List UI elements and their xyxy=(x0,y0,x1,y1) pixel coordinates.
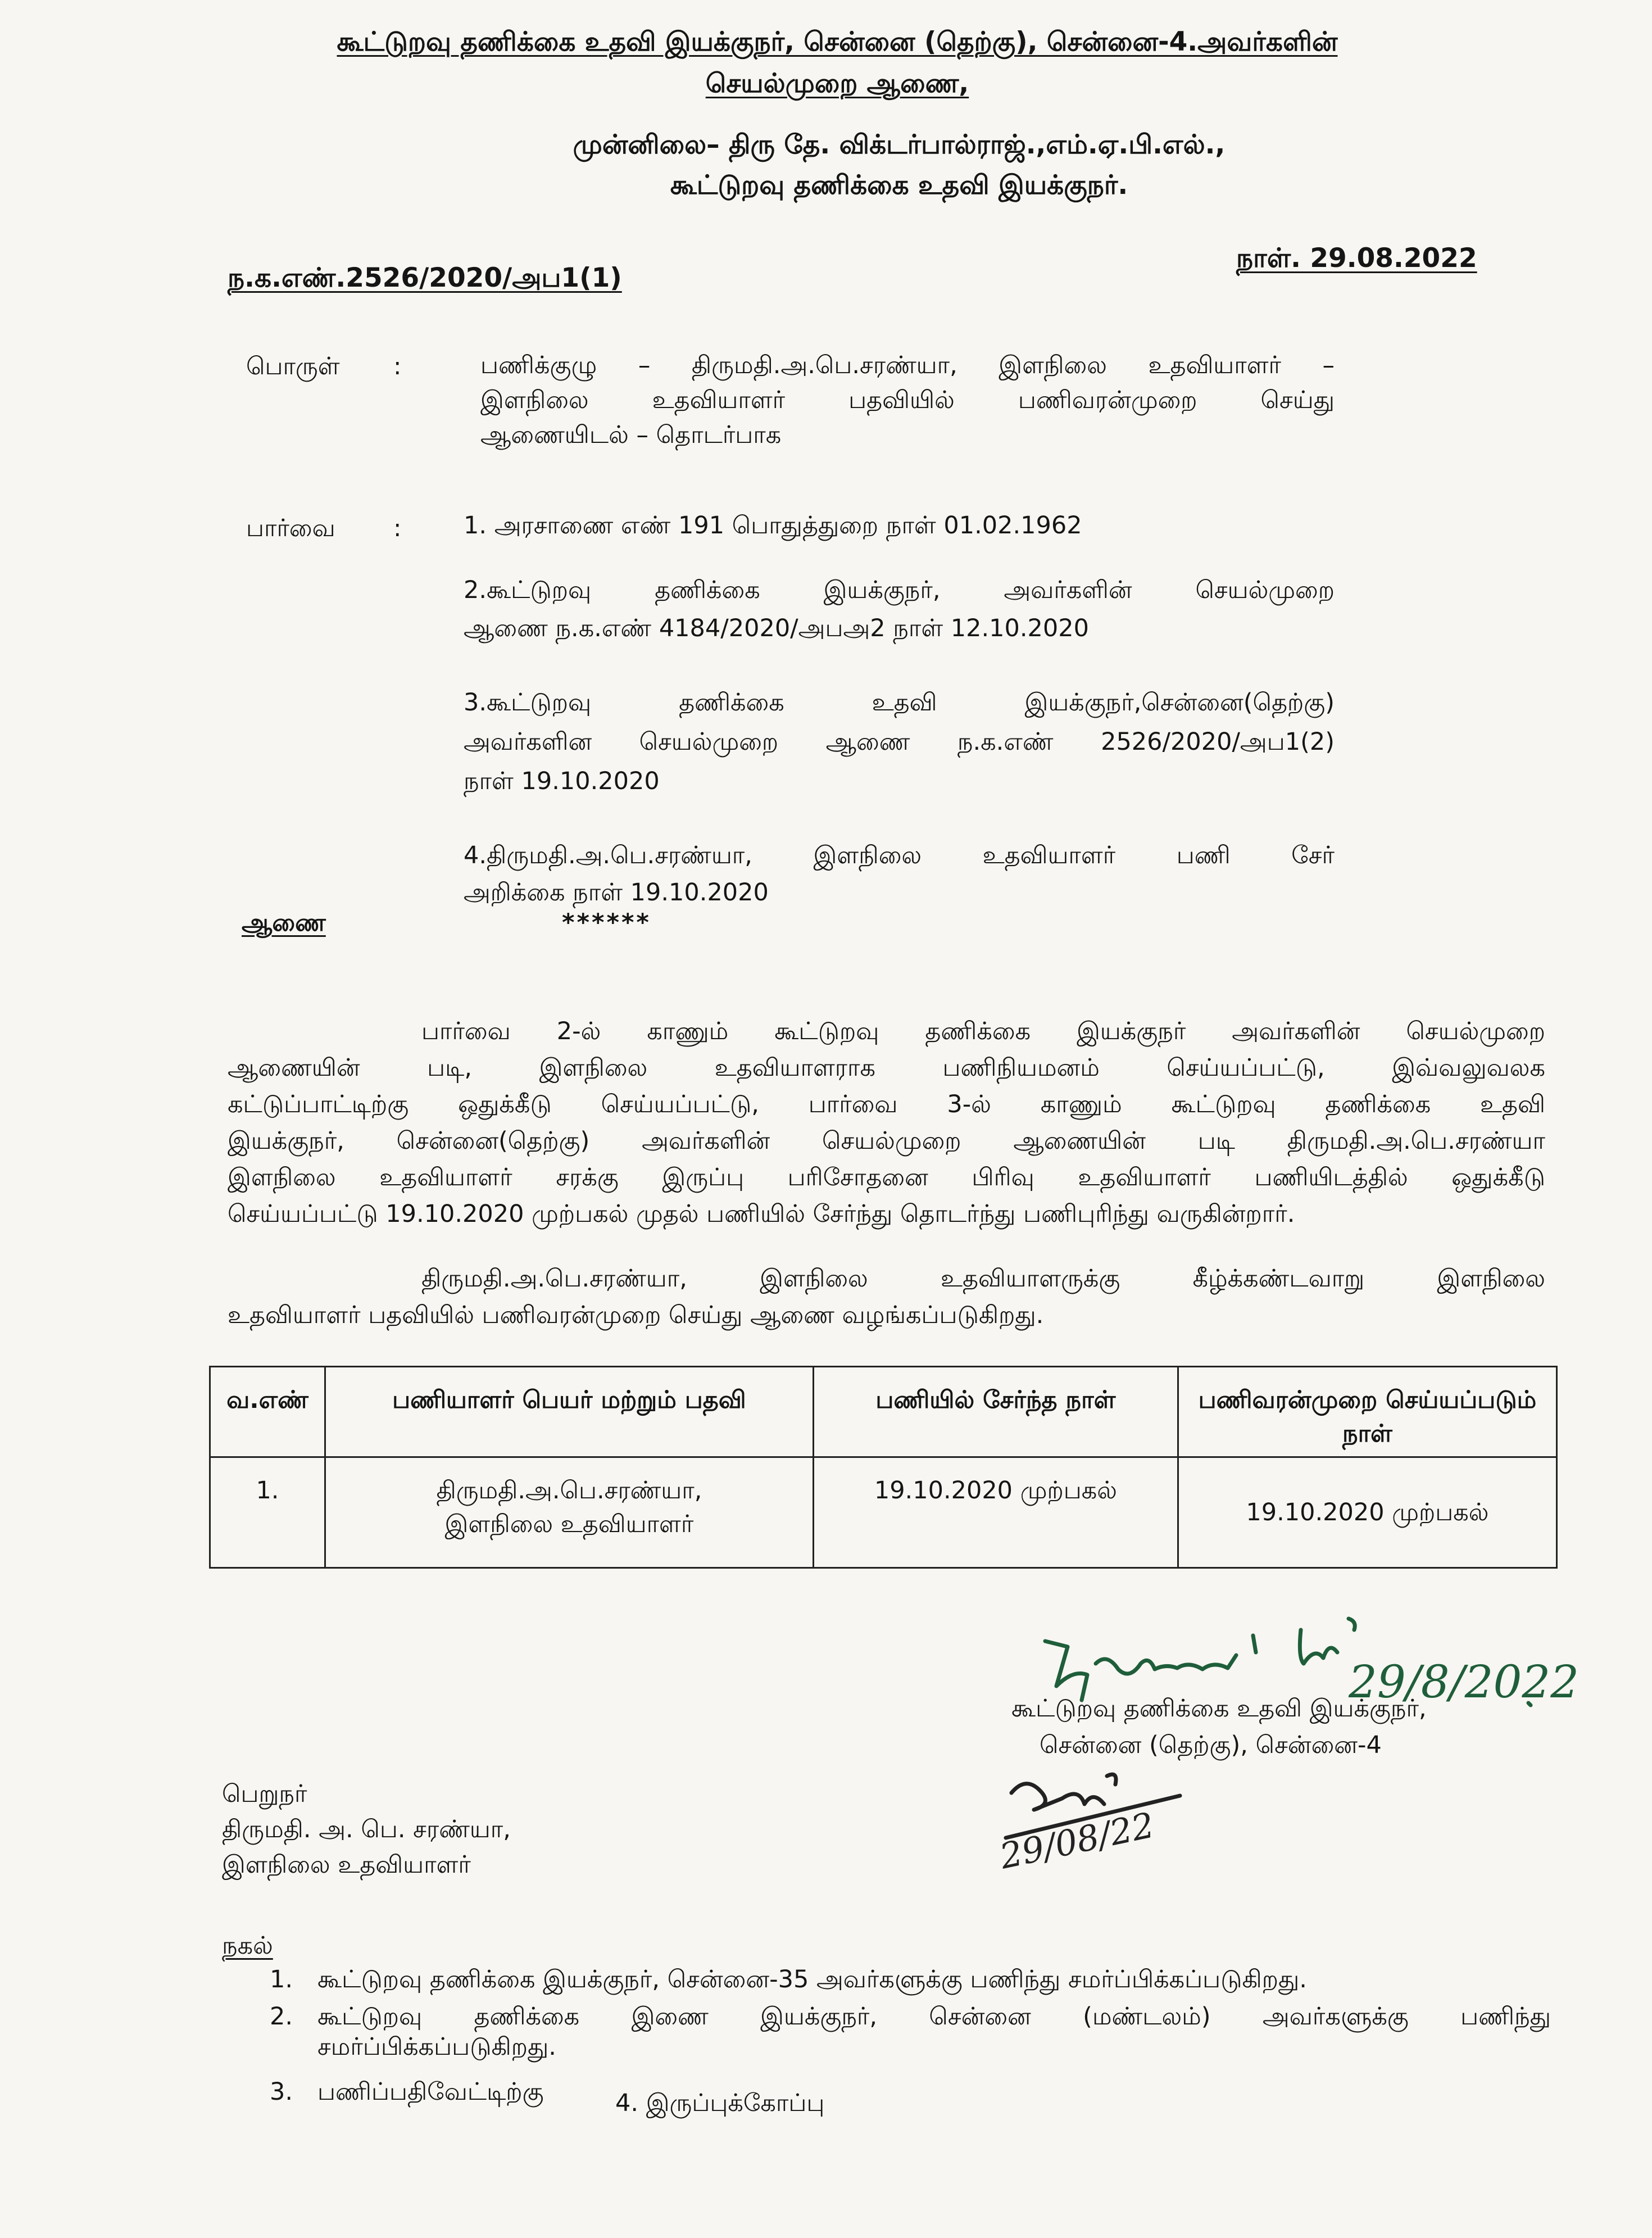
copy-item-2-line-1: கூட்டுறவு தணிக்கை இணை இயக்குநர், சென்னை (மண்டலம்) அவர்களுக்கு பணிந்து xyxy=(317,2003,1551,2031)
reference-item-4-line-2: அறிக்கை நாள் 19.10.2020 xyxy=(464,878,769,907)
paragraph1-line-1: பார்வை 2-ல் காணும் கூட்டுறவு தணிக்கை இயக்குநர் அவர்களின் செயல்முறை xyxy=(421,1017,1545,1045)
cell-employee xyxy=(325,1457,813,1568)
header-title-line2: செயல்முறை ஆணை, xyxy=(705,68,969,99)
recipient-post: இளநிலை உதவியாளர் xyxy=(222,1851,471,1879)
reference-item-3-line-1: 3.கூட்டுறவு தணிக்கை உதவி இயக்குநர்,சென்னை(தெற்கு) xyxy=(464,688,1335,717)
table-row xyxy=(210,1457,1557,1568)
copy-item-4-text: 4. இருப்புக்கோப்பு xyxy=(615,2089,825,2117)
subject-line-1: பணிக்குழு – திருமதி.அ.பெ.சரண்யா, இளநிலை உதவியாளர் – xyxy=(480,351,1335,379)
presence-line1: முன்னிலை– திரு தே. விக்டர்பால்ராஜ்.,எம்.ஏ.பி.எல்., xyxy=(573,129,1226,160)
order-heading: ஆணை xyxy=(242,909,326,937)
reference-number: ந.க.எண்.2526/2020/அப1(1) xyxy=(228,262,622,293)
reference-item-2-line-1: 2.கூட்டுறவு தணிக்கை இயக்குநர், அவர்களின் செயல்முறை xyxy=(464,576,1335,604)
recipient-label: பெறுநர் xyxy=(222,1780,307,1808)
signatory-designation-line1: கூட்டுறவு தணிக்கை உதவி இயக்குநர், xyxy=(1011,1695,1427,1723)
references-colon: : xyxy=(393,514,402,542)
subject-label: பொருள் xyxy=(246,352,340,380)
copy-item-3-number: 3. xyxy=(270,2078,293,2106)
paragraph1-line-6: செய்யப்பட்டு 19.10.2020 முற்பகல் முதல் பணியில் சேர்ந்து தொடர்ந்து பணிபுரிந்து வருகின்றார். xyxy=(228,1200,1295,1228)
copy-item-2-line-2: சமர்ப்பிக்கப்படுகிறது. xyxy=(317,2033,556,2061)
subject-line-3: ஆணையிடல் – தொடர்பாக xyxy=(480,421,782,449)
signatory-designation-line2: சென்னை (தெற்கு), சென்னை-4 xyxy=(1040,1731,1382,1759)
copy-item-1-number: 1. xyxy=(270,1965,293,1994)
subject-line-2: இளநிலை உதவியாளர் பதவியில் பணிவரன்முறை செய்து xyxy=(480,386,1335,414)
copy-item-2-number: 2. xyxy=(270,2003,293,2031)
references-label: பார்வை xyxy=(246,514,335,542)
reference-item-1: 1. அரசாணை எண் 191 பொதுத்துறை நாள் 01.02.1962 xyxy=(464,511,1082,540)
cell-serial-no: 1. xyxy=(210,1457,325,1568)
paragraph2-line-1: திருமதி.அ.பெ.சரண்யா, இளநிலை உதவியாளருக்கு கீழ்க்கண்டவாறு இளநிலை xyxy=(421,1265,1545,1293)
header-regularization-date: பணிவரன்முறை செய்யப்படும் நாள் xyxy=(1178,1367,1556,1457)
paragraph1-line-5: இளநிலை உதவியாளர் சரக்கு இருப்பு பரிசோதனை பிரிவு உதவியாளர் பணியிடத்தில் ஒதுக்கீடு xyxy=(228,1163,1545,1192)
reference-item-3-line-2: அவர்களின செயல்முறை ஆணை ந.க.எண் 2526/2020/அப1(2) xyxy=(464,728,1335,756)
presence-line2: கூட்டுறவு தணிக்கை உதவி இயக்குநர். xyxy=(670,170,1128,201)
copy-label: நகல் xyxy=(222,1932,273,1960)
initial-mark xyxy=(996,1765,1202,1877)
header-employee-name-post: பணியாளர் பெயர் மற்றும் பதவி xyxy=(325,1367,813,1457)
cell-joining-date: 19.10.2020 முற்பகல் xyxy=(813,1457,1178,1568)
regularization-table xyxy=(209,1366,1558,1569)
copy-item-1-text: கூட்டுறவு தணிக்கை இயக்குநர், சென்னை-35 அவர்களுக்கு பணிந்து சமர்ப்பிக்கப்படுகிறது. xyxy=(317,1965,1307,1994)
initial-date: 29/08/22 xyxy=(996,1804,1158,1877)
order-date: நாள். 29.08.2022 xyxy=(1236,243,1477,274)
order-stars: ****** xyxy=(562,909,651,937)
header-title-line1: கூட்டுறவு தணிக்கை உதவி இயக்குநர், சென்னை (தெற்கு), சென்னை-4.அவர்களின் xyxy=(337,26,1338,57)
subject-colon: : xyxy=(393,352,402,380)
reference-item-3-line-3: நாள் 19.10.2020 xyxy=(464,767,660,795)
paragraph1-line-4: இயக்குநர், சென்னை(தெற்கு) அவர்களின் செயல்முறை ஆணையின் படி திருமதி.அ.பெ.சரண்யா xyxy=(228,1127,1545,1155)
paragraph1-line-2: ஆணையின் படி, இளநிலை உதவியாளராக பணிநியமனம் செய்யப்பட்டு, இவ்வலுவலக xyxy=(228,1054,1545,1082)
header-serial-no: வ.எண் xyxy=(210,1367,325,1457)
table-header-row xyxy=(210,1367,1557,1457)
cell-employee-post: இளநிலை உதவியாளர் xyxy=(444,1510,694,1538)
signature-date: 29/8/2022 xyxy=(1349,1656,1580,1708)
reference-item-2-line-2: ஆணை ந.க.எண் 4184/2020/அபஅ2 நாள் 12.10.2020 xyxy=(464,614,1089,642)
header-joining-date: பணியில் சேர்ந்த நாள் xyxy=(813,1367,1178,1457)
reference-item-4-line-1: 4.திருமதி.அ.பெ.சரண்யா, இளநிலை உதவியாளர் பணி சேர் xyxy=(464,841,1335,869)
paragraph2-line-2: உதவியாளர் பதவியில் பணிவரன்முறை செய்து ஆணை வழங்கப்படுகிறது. xyxy=(228,1301,1044,1329)
recipient-name: திருமதி. அ. பெ. சரண்யா, xyxy=(222,1815,511,1843)
cell-regularization-date: 19.10.2020 முற்பகல் xyxy=(1178,1457,1556,1568)
cell-employee-name: திருமதி.அ.பெ.சரண்யா, xyxy=(436,1476,702,1505)
copy-item-3-text: பணிப்பதிவேட்டிற்கு xyxy=(317,2078,544,2106)
paragraph1-line-3: கட்டுப்பாட்டிற்கு ஒதுக்கீடு செய்யப்பட்டு, பார்வை 3-ல் காணும் கூட்டுறவு தணிக்கை உதவி xyxy=(228,1090,1545,1118)
